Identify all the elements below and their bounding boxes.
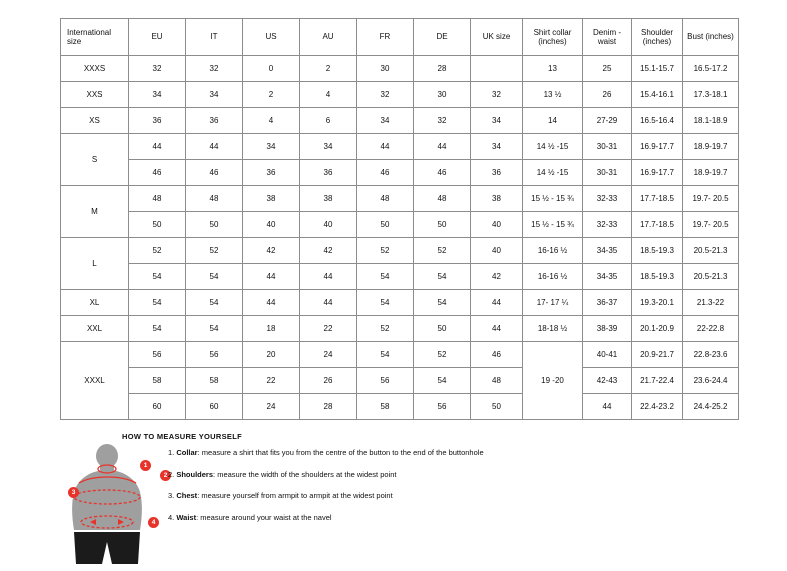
table-cell: 38 bbox=[243, 186, 300, 212]
table-cell: 13 bbox=[523, 56, 583, 82]
instruction-text: : measure the width of the shoulders at the widest point bbox=[213, 469, 397, 479]
table-cell: 19.7- 20.5 bbox=[683, 186, 739, 212]
table-cell: 14 ½ -15 bbox=[523, 160, 583, 186]
instruction-term: Chest bbox=[176, 491, 198, 500]
table-cell: 14 bbox=[523, 108, 583, 134]
column-header-fr: FR bbox=[357, 19, 414, 56]
table-cell: 50 bbox=[414, 316, 471, 342]
table-cell: 42-43 bbox=[583, 368, 632, 394]
table-cell: 34 bbox=[357, 108, 414, 134]
table-row bbox=[61, 316, 739, 342]
table-cell: 30-31 bbox=[583, 134, 632, 160]
table-cell: 54 bbox=[186, 290, 243, 316]
instruction-term: Collar bbox=[176, 448, 198, 457]
table-cell: 52 bbox=[414, 342, 471, 368]
table-cell: 30 bbox=[414, 82, 471, 108]
table-cell: 34 bbox=[243, 134, 300, 160]
marker-1: 1 bbox=[140, 460, 151, 471]
table-cell: 44 bbox=[471, 290, 523, 316]
table-header-row bbox=[61, 19, 739, 56]
size-label-cell: XXL bbox=[61, 316, 129, 342]
table-cell: 58 bbox=[186, 368, 243, 394]
table-cell: 40 bbox=[243, 212, 300, 238]
table-row bbox=[61, 212, 739, 238]
size-label-cell: XXXL bbox=[61, 342, 129, 420]
column-header-shoulder: Shoulder (inches) bbox=[632, 19, 683, 56]
table-cell: 32 bbox=[471, 82, 523, 108]
table-cell: 18.9-19.7 bbox=[683, 160, 739, 186]
table-cell: 52 bbox=[357, 316, 414, 342]
table-cell: 56 bbox=[129, 342, 186, 368]
table-row bbox=[61, 238, 739, 264]
table-cell: 32 bbox=[357, 82, 414, 108]
table-cell: 22.4-23.2 bbox=[632, 394, 683, 420]
table-cell: 16-16 ½ bbox=[523, 238, 583, 264]
column-header-it: IT bbox=[186, 19, 243, 56]
table-cell: 16-16 ½ bbox=[523, 264, 583, 290]
table-cell: 34 bbox=[300, 134, 357, 160]
table-cell: 36 bbox=[243, 160, 300, 186]
table-cell: 56 bbox=[414, 394, 471, 420]
table-body bbox=[61, 56, 739, 420]
table-cell: 36 bbox=[186, 108, 243, 134]
table-cell: 52 bbox=[186, 238, 243, 264]
table-cell: 21.3-22 bbox=[683, 290, 739, 316]
table-cell: 34 bbox=[471, 134, 523, 160]
table-cell: 20.5-21.3 bbox=[683, 238, 739, 264]
table-cell: 13 ½ bbox=[523, 82, 583, 108]
table-cell: 38 bbox=[471, 186, 523, 212]
table-cell: 14 ½ -15 bbox=[523, 134, 583, 160]
marker-4: 4 bbox=[148, 517, 159, 528]
table-cell: 44 bbox=[300, 290, 357, 316]
table-cell: 2 bbox=[243, 82, 300, 108]
table-header bbox=[61, 19, 739, 56]
column-header-au: AU bbox=[300, 19, 357, 56]
table-cell: 54 bbox=[129, 290, 186, 316]
table-row bbox=[61, 56, 739, 82]
table-cell: 48 bbox=[186, 186, 243, 212]
table-cell: 15 ½ - 15 ¾ bbox=[523, 186, 583, 212]
instruction-number: 1. bbox=[168, 448, 177, 457]
table-cell: 54 bbox=[357, 342, 414, 368]
table-cell: 24.4-25.2 bbox=[683, 394, 739, 420]
table-cell: 46 bbox=[357, 160, 414, 186]
measure-instructions bbox=[168, 448, 588, 534]
table-cell: 22 bbox=[243, 368, 300, 394]
table-cell: 48 bbox=[129, 186, 186, 212]
table-cell: 18-18 ½ bbox=[523, 316, 583, 342]
table-cell: 32 bbox=[129, 56, 186, 82]
table-cell: 28 bbox=[300, 394, 357, 420]
table-cell: 20.1-20.9 bbox=[632, 316, 683, 342]
table-cell: 34-35 bbox=[583, 238, 632, 264]
table-cell: 38-39 bbox=[583, 316, 632, 342]
table-cell: 36-37 bbox=[583, 290, 632, 316]
instruction-item bbox=[168, 470, 588, 479]
size-label-cell: L bbox=[61, 238, 129, 290]
table-cell: 2 bbox=[300, 56, 357, 82]
size-chart-table bbox=[60, 18, 739, 420]
table-cell: 36 bbox=[300, 160, 357, 186]
table-cell: 18.9-19.7 bbox=[683, 134, 739, 160]
table-cell: 44 bbox=[583, 394, 632, 420]
table-cell: 60 bbox=[186, 394, 243, 420]
table-cell: 52 bbox=[129, 238, 186, 264]
table-cell: 54 bbox=[357, 290, 414, 316]
instruction-term: Waist bbox=[176, 512, 197, 522]
table-cell: 52 bbox=[414, 238, 471, 264]
size-label-cell: M bbox=[61, 186, 129, 238]
table-row bbox=[61, 134, 739, 160]
table-cell: 58 bbox=[357, 394, 414, 420]
table-cell: 44 bbox=[414, 134, 471, 160]
table-cell: 40 bbox=[471, 238, 523, 264]
table-cell: 32-33 bbox=[583, 212, 632, 238]
table-cell bbox=[471, 56, 523, 82]
table-cell: 34 bbox=[471, 108, 523, 134]
column-header-bust: Bust (inches) bbox=[683, 19, 739, 56]
table-cell: 16.9-17.7 bbox=[632, 160, 683, 186]
table-cell: 40-41 bbox=[583, 342, 632, 368]
table-cell: 20.9-21.7 bbox=[632, 342, 683, 368]
table-row bbox=[61, 394, 739, 420]
table-row bbox=[61, 290, 739, 316]
table-row bbox=[61, 368, 739, 394]
table-cell: 54 bbox=[414, 264, 471, 290]
table-cell: 54 bbox=[414, 290, 471, 316]
table-cell: 30-31 bbox=[583, 160, 632, 186]
table-row bbox=[61, 264, 739, 290]
marker-2: 2 bbox=[160, 470, 171, 481]
size-label-cell: S bbox=[61, 134, 129, 186]
body-diagram bbox=[60, 444, 170, 566]
table-cell: 19.7- 20.5 bbox=[683, 212, 739, 238]
size-label-cell: XS bbox=[61, 108, 129, 134]
instruction-number: 4. bbox=[168, 512, 177, 522]
table-cell: 38 bbox=[300, 186, 357, 212]
table-cell: 34 bbox=[186, 82, 243, 108]
table-cell: 18.5-19.3 bbox=[632, 264, 683, 290]
table-row bbox=[61, 186, 739, 212]
table-cell: 15.4-16.1 bbox=[632, 82, 683, 108]
table-cell: 46 bbox=[186, 160, 243, 186]
table-cell: 46 bbox=[471, 342, 523, 368]
table-cell: 0 bbox=[243, 56, 300, 82]
table-cell: 54 bbox=[414, 368, 471, 394]
table-cell: 56 bbox=[186, 342, 243, 368]
table-cell: 25 bbox=[583, 56, 632, 82]
table-cell: 44 bbox=[300, 264, 357, 290]
instruction-number: 2. bbox=[168, 469, 177, 479]
table-cell: 34 bbox=[129, 82, 186, 108]
table-cell: 32 bbox=[186, 56, 243, 82]
table-cell: 27-29 bbox=[583, 108, 632, 134]
table-cell: 42 bbox=[471, 264, 523, 290]
how-to-measure-title: HOW TO MEASURE YOURSELF bbox=[122, 432, 242, 441]
table-cell: 20 bbox=[243, 342, 300, 368]
table-cell: 26 bbox=[583, 82, 632, 108]
table-cell: 23.6-24.4 bbox=[683, 368, 739, 394]
table-cell: 54 bbox=[357, 264, 414, 290]
table-cell: 48 bbox=[414, 186, 471, 212]
column-header-denim-waist: Denim - waist bbox=[583, 19, 632, 56]
table-cell: 24 bbox=[300, 342, 357, 368]
table-cell: 50 bbox=[357, 212, 414, 238]
table-cell: 44 bbox=[243, 290, 300, 316]
table-cell: 18.5-19.3 bbox=[632, 238, 683, 264]
table-cell: 4 bbox=[300, 82, 357, 108]
instruction-item bbox=[168, 513, 588, 522]
table-cell: 40 bbox=[300, 212, 357, 238]
size-label-cell: XXXS bbox=[61, 56, 129, 82]
table-cell: 46 bbox=[414, 160, 471, 186]
table-cell: 42 bbox=[243, 238, 300, 264]
table-cell: 56 bbox=[357, 368, 414, 394]
table-cell: 36 bbox=[129, 108, 186, 134]
table-cell: 54 bbox=[186, 316, 243, 342]
table-cell: 28 bbox=[414, 56, 471, 82]
table-cell: 17- 17 ¼ bbox=[523, 290, 583, 316]
instruction-item bbox=[168, 448, 588, 457]
table-cell: 34-35 bbox=[583, 264, 632, 290]
table-cell: 26 bbox=[300, 368, 357, 394]
table-cell: 19.3-20.1 bbox=[632, 290, 683, 316]
table-cell: 15.1-15.7 bbox=[632, 56, 683, 82]
table-cell: 16.5-16.4 bbox=[632, 108, 683, 134]
table-cell: 18 bbox=[243, 316, 300, 342]
table-cell: 16.5-17.2 bbox=[683, 56, 739, 82]
table-cell: 15 ½ - 15 ¾ bbox=[523, 212, 583, 238]
table-cell: 20.5-21.3 bbox=[683, 264, 739, 290]
instruction-number: 3. bbox=[168, 491, 177, 500]
table-cell: 52 bbox=[357, 238, 414, 264]
table-cell: 19 -20 bbox=[523, 342, 583, 420]
instruction-term: Shoulders bbox=[176, 469, 214, 479]
table-cell: 54 bbox=[129, 316, 186, 342]
size-label-cell: XL bbox=[61, 290, 129, 316]
table-row bbox=[61, 82, 739, 108]
table-cell: 60 bbox=[129, 394, 186, 420]
table-cell: 44 bbox=[357, 134, 414, 160]
table-cell: 50 bbox=[186, 212, 243, 238]
table-cell: 50 bbox=[129, 212, 186, 238]
instruction-text: : measure yourself from armpit to armpit at the widest point bbox=[197, 491, 393, 500]
torso-figure-icon bbox=[60, 444, 170, 566]
column-header-shirt-collar: Shirt collar (inches) bbox=[523, 19, 583, 56]
column-header-de: DE bbox=[414, 19, 471, 56]
table-cell: 54 bbox=[129, 264, 186, 290]
table-cell: 18.1-18.9 bbox=[683, 108, 739, 134]
table-cell: 24 bbox=[243, 394, 300, 420]
table-cell: 44 bbox=[471, 316, 523, 342]
column-header-uk-size: UK size bbox=[471, 19, 523, 56]
table-cell: 17.7-18.5 bbox=[632, 212, 683, 238]
table-cell: 42 bbox=[300, 238, 357, 264]
table-cell: 22 bbox=[300, 316, 357, 342]
table-cell: 17.7-18.5 bbox=[632, 186, 683, 212]
marker-3: 3 bbox=[68, 487, 79, 498]
column-header-us: US bbox=[243, 19, 300, 56]
table-row bbox=[61, 160, 739, 186]
column-header-international-size: International size bbox=[61, 19, 129, 56]
table-row bbox=[61, 342, 739, 368]
table-cell: 54 bbox=[186, 264, 243, 290]
instruction-text: : measure a shirt that fits you from the centre of the button to the end of the buttonhole bbox=[197, 448, 484, 457]
table-cell: 40 bbox=[471, 212, 523, 238]
table-cell: 16.9-17.7 bbox=[632, 134, 683, 160]
table-cell: 36 bbox=[471, 160, 523, 186]
table-cell: 44 bbox=[243, 264, 300, 290]
size-label-cell: XXS bbox=[61, 82, 129, 108]
table-cell: 22-22.8 bbox=[683, 316, 739, 342]
instruction-item bbox=[168, 491, 588, 500]
table-cell: 50 bbox=[414, 212, 471, 238]
instruction-text: : measure around your waist at the navel bbox=[196, 512, 332, 522]
table-cell: 22.8-23.6 bbox=[683, 342, 739, 368]
table-cell: 50 bbox=[471, 394, 523, 420]
table-cell: 17.3-18.1 bbox=[683, 82, 739, 108]
table-cell: 30 bbox=[357, 56, 414, 82]
table-row bbox=[61, 108, 739, 134]
table-cell: 32-33 bbox=[583, 186, 632, 212]
column-header-eu: EU bbox=[129, 19, 186, 56]
table-cell: 21.7-22.4 bbox=[632, 368, 683, 394]
table-cell: 6 bbox=[300, 108, 357, 134]
table-cell: 44 bbox=[186, 134, 243, 160]
table-cell: 44 bbox=[129, 134, 186, 160]
table-cell: 46 bbox=[129, 160, 186, 186]
table-cell: 32 bbox=[414, 108, 471, 134]
table-cell: 48 bbox=[357, 186, 414, 212]
table-cell: 4 bbox=[243, 108, 300, 134]
table-cell: 58 bbox=[129, 368, 186, 394]
table-cell: 48 bbox=[471, 368, 523, 394]
